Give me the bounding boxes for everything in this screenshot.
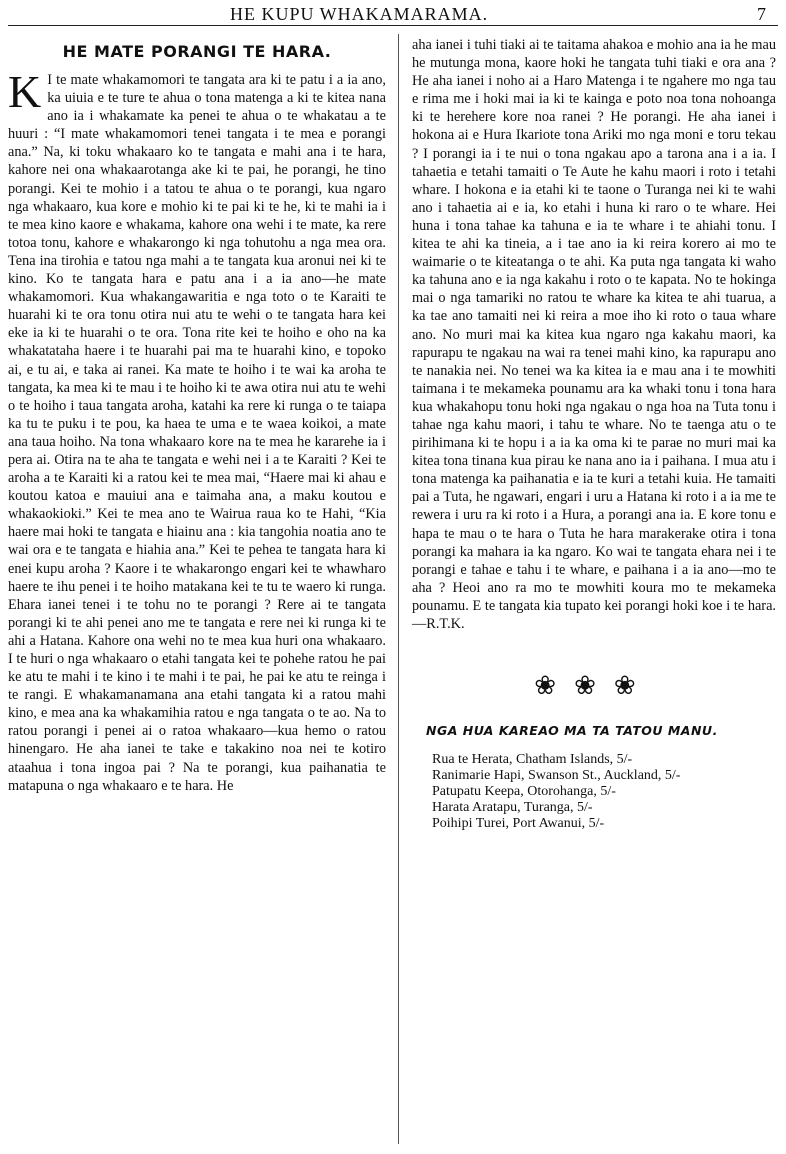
article-body-left	[8, 66, 386, 795]
header-rule	[8, 25, 778, 26]
running-title: HE KUPU WHAKAMARAMA.	[230, 4, 489, 24]
drop-cap: K	[8, 66, 42, 117]
donations-list	[432, 752, 776, 832]
donations-title: NGA HUA KAREAO MA TA TATOU MANU.	[426, 723, 718, 739]
column-divider	[398, 34, 399, 1144]
flower-ornament-icon: ❀	[613, 671, 654, 701]
page-header	[0, 4, 786, 26]
article-title: HE MATE PORANGI TE HARA.	[62, 42, 332, 61]
list-item: Patupatu Keepa, Otorohanga, 5/-	[432, 784, 616, 800]
ornament-row	[412, 671, 776, 701]
article-body-right: aha ianei i tuhi tiaki ai te taitama ahakoa e mohio ana ia he mau he mutunga mona, kaore hoki he tangata tuhi tiaki e ora ana ? He aha ianei i noho ai a Haro Matenga i te ngahere mo nga tau e rima me i hoki mai ia ki te kainga e poto noa tona nohoanga ki te herehere kore noa ranei ? He porangi. He aha ianei i hokona ai e Hura Ikariote tona Ariki mo nga moni e toru tekau ? I porangi ia i te nui o tona ngakau apo a tarona ana i a ia. I tahaetia e tetahi tamaiti o Te Aute he kahu maori i roto i tetahi whare. I hokona e ia etahi ki te taone o Turanga nei ki te wahi ano i tahaetia ai e ia, ko etahi i huna ki raro o te whare. Hei huna i tona tahae ka tahuna e ia te whare i te ahiahi tonu. I kitea te ahi ka tineia, a i tae ano ia ki reira korero ai mo te waimarie o te kiteatanga o te ahi. Ka puta nga tangata ki waho ka tahuna ano e ia nga kakahu i roto o te kapata. No te hokinga mai o nga tamariki no ratou te whare ka kitea te ahi tuarua, a ka tae ano tamaiti nei ki reira a moe iho ki roto o taua whare ano. No muri mai ka kitea kua ngaro nga kakahu maori, ka rapurapu te ngakau na wai ra tenei mahi kino, ka rapurapu ano te nanakia nei. No tenei wa ka kitea ia e mau ana i te mowhiti taimana i te mekameka pounamu ara ka whaki tonu i tona hara kua whakahopu tonu hoki nga ngakau o nga hoa na Tuta tonu i tahae nga kahu maori, i tahu te whare. No te taenga atu o te pirihimana ki te hopu i a ia ka oma ki te parae no muri mai ka kitea tona tinana kua pirau ke nana ano ia i paihana. I mua atu i tona matenga ka paihanatia e ia te kuri a tetahi kuia. He tamaiti pai a Tuta, he ngawari, engari i uru a Hatana ki roto i a ia me te rewera i uru ra ki roto i a Hura, a porangi ana ia. E kore tonu e hapa te mau o te hara o Tuta he hara marakerake otira i tona porangi ka mahara ia ka ngaro. Ko wai te tangata ehara nei i te porangi e tahae e tahu i te whare, e paihana i a ia ano—mo te aha ? Heoi ano ra mo te mowhiti koura mo te mekameka pounamu. E te tangata kia tupato kei porangi hoki koe i te hara.—R.T.K.	[412, 37, 776, 632]
page-number: 7	[757, 4, 766, 24]
article-text-left: I te mate whakamomori te tangata ara ki te patu i a ia ano, ka uiuia e te ture te ahua o tona matenga a ki te kitea nana ano ia i whakamate ka penei te ahua o te whakatau a te huuri : “I mate whakamomori tenei tangata i te mea e porangi ana.” Na, ki toku whakaaro ko te tangata e mahi ana i te hara, kahore nei ona whakaarotanga ake ki te pai, he porangi, he tino porangi. Kei te mohio i a tatou te ahua o te porangi, kua ngaro nga whakaaro, kua kore e mohio ki te pai ki te he, ki te mahi ia i te mea kino kaore e whakama, kahore ona wehi i te mate, ka rere totoa tonu, kahore e whakarongo ki nga tohutohu a nga mea ora. Tena ina tirohia e tatou nga mahi a te tangata kua aronui nei ki te kino. Ko te tangata hara e patu ana i a ia ano—he mate whakamomori. Kua whakangawaritia e nga toto o te Karaiti te huarahi ki te ora tonu otira nui atu te wehi o te tangata hara kei eke ia ki te huarahi o te ora. Tona rite kei te hoiho e oho na ka whakatataha haere i te huarahi pai ma te huarahi kino, e topoko ai, e tu ai, e taka ai ranei. Ka mate te hoiho i te wai ka aroha te tangata, ka mea ki te mau i te hoiho ki te awa otira nui atu te wehi o te hoiho i taua tangata aroha, katahi ka rere ki runga o te taiapa ka tu te puku i te pou, ka haea te uma e te waea koikoi, a mate ana taua hoiho. Na tona whakaaro kore na te mea he kararehe ia i pera ai. Otira na te aha te tangata e wehi nei i a te Karaiti ? Kei te aroha a te Karaiti ki a ratou kei te mea mai, “Haere mai ki ahau e koutou katoa e mauiui ana e taimaha ana, a maku koutou e whakaokioki.” Kei te mea ano te Wairua raua ko te Hahi, “Kia haere mai hoki te tangata e hiainu ana : kia tangohia noatia ano te wai ora e te tangata e hiahia ana.” Kei te pehea te tangata hara ki enei kupu aroha ? Kaore i te whakarongo engari kei te whawharo haere te ihu penei i te hoiho matakana kei te tu te waero ki runga. Ehara ianei tenei i te tohu no te porangi ? Rere ai te tangata porangi ki te ahi penei ano me te tangata e rere nei ki runga ki te ahi a Hatana. Kahore ona wehi no te mea kua huri ona whakaaro. I te huri o nga whakaaro o etahi tangata kei te pohehe ratou he pai ke atu te mahi i te kino i te mahi i te pai, he pai ke atu te reinga i te rangi. E whakamanamana ana etahi tangata ki a ratou mahi kino, e mea ana ka whakamihia ratou e nga tangata o te ao. Na to ratou porangi i penei ai o ratoa whakaaro—kua hemo o ratou hinengaro. He aha ianei te take e takakino noa nei te kotiro ataahua i tona ingoa pai ? Na te porangi, kua paihanatia te matapuna o nga whakaaro e te hara. He	[8, 72, 386, 794]
list-item: Poihipi Turei, Port Awanui, 5/-	[432, 816, 605, 832]
list-item: Ranimarie Hapi, Swanson St., Auckland, 5/-	[432, 768, 681, 784]
list-item: Rua te Herata, Chatham Islands, 5/-	[432, 752, 633, 768]
flower-ornament-icon: ❀	[534, 671, 575, 701]
right-column	[412, 36, 776, 832]
list-item: Harata Aratapu, Turanga, 5/-	[432, 800, 593, 816]
flower-ornament-icon: ❀	[574, 671, 614, 701]
left-column	[8, 36, 386, 795]
